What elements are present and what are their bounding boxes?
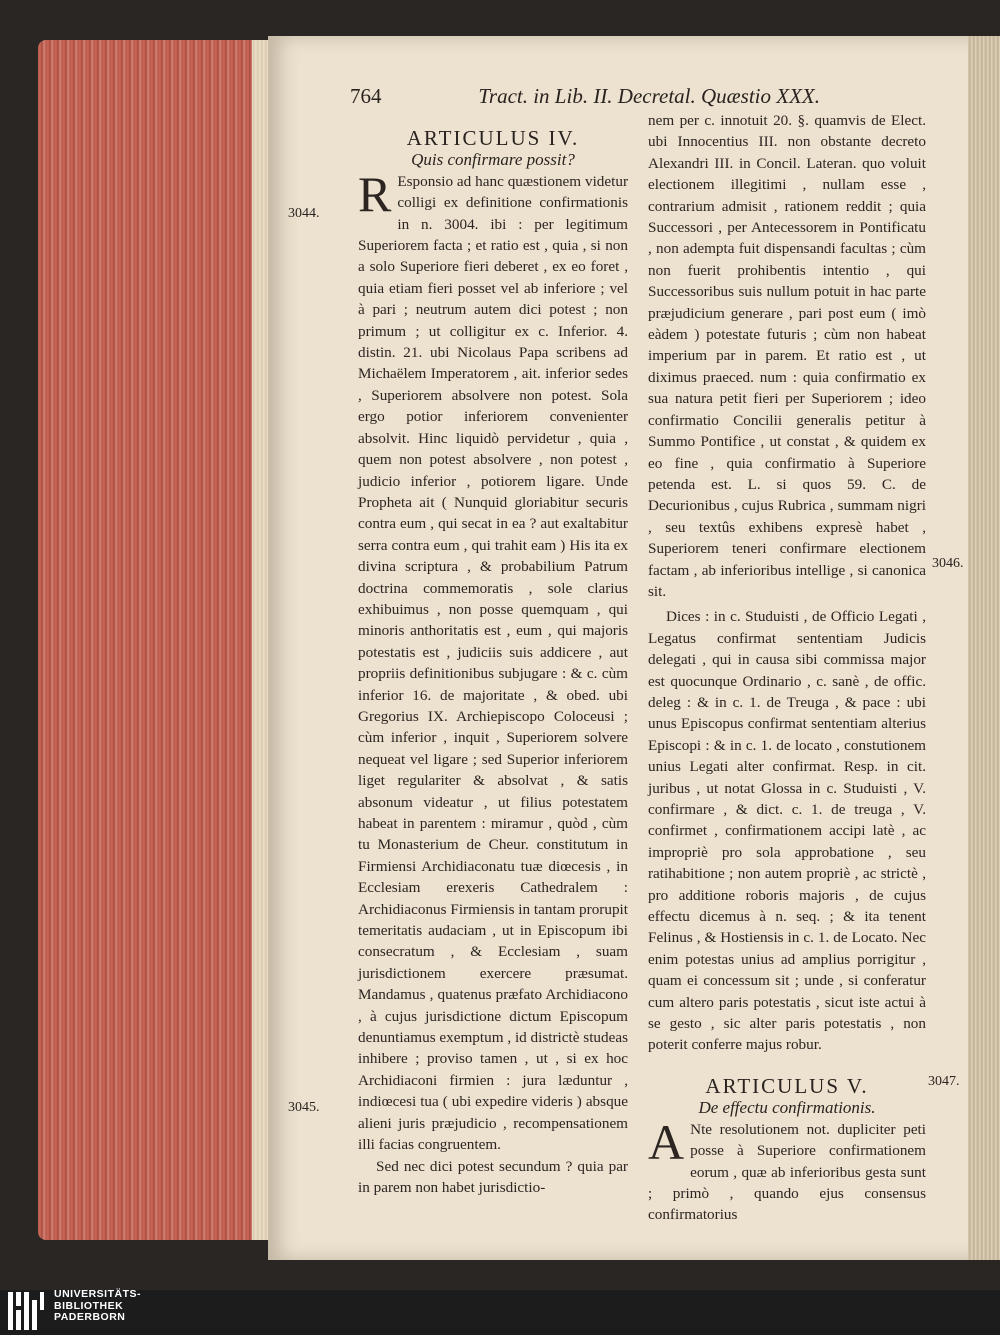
dropcap-r: R — [358, 165, 392, 222]
dropcap-a: A — [648, 1113, 685, 1170]
running-title: Tract. in Lib. II. Decretal. Quæstio XXX. — [478, 84, 820, 108]
page-edges — [38, 40, 270, 1240]
article-v-title: ARTICULUS V. — [705, 1073, 869, 1098]
article-v-subtitle: De effectu confirmationis. — [698, 1098, 876, 1118]
footer-bar — [0, 1290, 1000, 1335]
paragraph-continued: nem per c. innotuit 20. §. quamvis de Elect. ubi Innocentius III. non obstante decreto Alexandri III. in Concil. Lateran. quo voluit electionem illegitimi , nullam esse , contrarium admisit , rationem reddit ; quia Successori , per Antecessorem in Pontificatu , non adempta fuit dispensandi facultas ; cùm non fuerit prohibentis intentio , qui Successoribus suis nullum potuit in hac parte præjudicium generare , pari post eum ( imò eàdem ) potestate futuris ; cùm non habeat imperium par in parem. Et ratio est , ut diximus praeced. num : quia confirmatio ex sua natura petit fieri per Superiorem ; ideo confirmatio Concilii generalis petitur à Summo Pontifice , ut constat , & quidem ex eo fine , quia confirmatio à Superiore petenda est. L. si quos 59. C. de Decurionibus , cujus Rubrica , summam nigri , seu textûs exhibens expresè habet , Superiorem teneri confirmare electionem factam , ab inferioribus intellige , si canonica sit. — [648, 112, 926, 600]
paragraph-3046: Dices : in c. Studuisti , de Officio Legati , Legatus confirmat sententiam Judicis delegati , qui in causa sibi commissa major est quocunque Ordinario , c. sanè , de offic. deleg : & in c. 1. de Treuga , & pace : ubi unus Episcopus confirmat sententiam alterius Episcopi : & in c. 1. de locato , constutionem unius Legati alter confirmat. Resp. in cit. juribus , ut notat Glossa in c. Studuisti , V. confirmare , & dict. c. 1. de treuga , V. confirmet , confirmationem accipi latè , ac impropriè pro sola approbatione , seu ratihabitione ; non autem propriè , ac strictè , pro additione roboris majoris , de cujus effectu dicemus à n. seq. ; & ita tenent Felinus , & Hostiensis in c. 1. de Locato. Nec enim potestas unius ad amplius porrigitur , quam ei concessum sit ; unde , si conferatur cum altero paris potestatis , sicut iste actui à se gesto , sic alter paris potestatis , non poterit conferre majus robur. — [648, 608, 926, 1054]
paragraph-3044 — [358, 165, 628, 1156]
margin-number-3045: 3045. — [288, 1100, 320, 1115]
left-column — [358, 128, 628, 1198]
library-name — [54, 1289, 141, 1324]
margin-number-3046: 3046. — [932, 556, 964, 571]
paragraph-3044-text: Esponsio ad hanc quæstionem videtur colligi ex definitione confirmationis in n. 3004. ibi : per legitimum Superiorem facta ; et ratio est , quia , si non a solo Superiore fieri deberet , ex eo foret , quia etiam fieri posset vel ab inferiore ; vel à pari ; neutrum autem dici potest ; non primum ; ut colligitur ex c. Inferior. 4. distin. 21. ubi Nicolaus Papa scribens ad Michaëlem Imperatorem , ait. inferior sedes , Superiorem absolvere non potest. Sola ergo potior inferiorem convenienter absolvit. Hinc liquidò pervidetur , quia , quem non potest absolvere , non potest , judicio inferior , potiorem ligare. Unde Propheta ait ( Nunquid gloriabitur securis contra eum , qui secat in ea ? aut exaltabitur serra contra eum , qui trahit eam ) His ita ex divina scriptura , & probabilium Patrum doctrina commemoratis , sole clarius exhibuimus , non posse quemquam , qui minoris anthoritatis est , eum , qui majoris potestatis est , judiciis suis addicere , aut propriis definitionibus subjugare : & c. cùm inferior 16. de majoritate , & obed. ubi Gregorius IX. Archiepiscopo Coloceusi ; cùm inferior , inquit , Superiorem solvere nequeat vel ligare ; sed Superior inferiorem liget regulariter & absolvat , & satis absonum videatur , ut filius potestatem habeat in parentem : miramur , quòd , cùm tu Monasterium de Cheur. constitutum in Firmiensi Archidiaconatu tuæ diœcesis , in Ecclesiam erexeris Cathedralem : Archidiaconus Firmiensis in tantam prorupit temeritatis audaciam , ut in Episcopum ibi consecratum , & Ecclesiam , suam jurisdictionem exercere præsumat. Mandamus , quatenus præfato Archidiacono , à cujus jurisdictione dictum Episcopum denuntiamus exemptum , id districtè studeas inhibere ; proviso tamen , ut , si ex hoc Archidiaconi firmien : jura læduntur , indiœcesi tua ( ubi expedire videris ) absque alieni juris præjudicio , recompensationem illi facias congruentem. — [358, 172, 628, 1154]
library-line-2: BIBLIOTHEK — [54, 1299, 124, 1312]
paragraph-3047-text: Nte resolutionem not. dupliciter peti posse à Superiore confirmationem eorum , quæ ab inferioribus gesta sunt ; primò , quando ejus consensus confirmatorius — [648, 1120, 926, 1224]
article-iv-title: ARTICULUS IV. — [406, 126, 580, 150]
right-column — [648, 110, 926, 1226]
library-line-1: UNIVERSITÄTS- — [54, 1288, 142, 1300]
library-logo-icon — [6, 1288, 46, 1332]
library-line-3: PADERBORN — [54, 1311, 126, 1323]
margin-number-3047: 3047. — [928, 1074, 960, 1089]
article-iv-subtitle: Quis confirmare possit? — [411, 150, 575, 170]
paragraph-3047 — [648, 1113, 926, 1226]
right-page-edges — [968, 36, 1000, 1260]
paragraph-3045: Sed nec dici potest secundum ? quia par in parem non habet jurisdictio- — [358, 1157, 628, 1196]
page-number: 764 — [350, 84, 382, 108]
margin-number-3044: 3044. — [288, 206, 320, 221]
